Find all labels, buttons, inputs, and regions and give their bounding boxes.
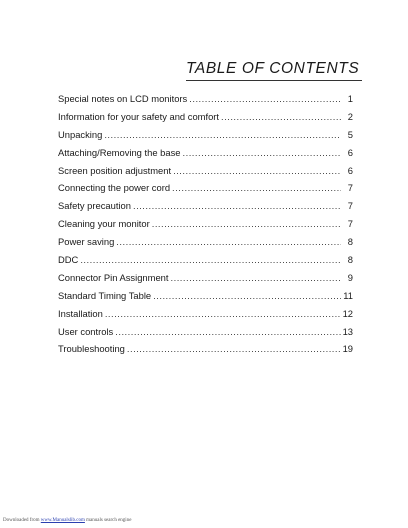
- toc-dot-leader: [172, 182, 341, 193]
- toc-entry-label: Installation: [58, 307, 103, 319]
- page-title: TABLE OF CONTENTS: [186, 60, 360, 77]
- toc-entry-page: 1: [347, 93, 353, 104]
- toc-entry[interactable]: [58, 129, 353, 147]
- toc-entry-page: 12: [342, 307, 353, 319]
- toc-dot-leader: [133, 200, 341, 211]
- toc-entry-page: 7: [347, 182, 353, 194]
- toc-entry[interactable]: [58, 290, 353, 308]
- toc-entry[interactable]: [58, 326, 353, 344]
- toc-dot-leader: [105, 308, 341, 319]
- toc-entry-page: 9: [347, 271, 353, 283]
- footer-suffix: manuals search engine: [86, 518, 132, 523]
- toc-dot-leader: [116, 236, 341, 247]
- toc-entry-page: 8: [347, 254, 353, 266]
- toc-entry-label: User controls: [58, 325, 114, 337]
- toc-entry-page: 5: [347, 128, 353, 140]
- toc-entry-label: Safety precaution: [58, 200, 131, 212]
- toc-dot-leader: [189, 93, 341, 104]
- toc-entry-page: 11: [343, 289, 353, 301]
- title-underline: [186, 80, 362, 81]
- toc-entry-label: Attaching/Removing the base: [58, 146, 181, 158]
- toc-dot-leader: [80, 254, 341, 265]
- toc-dot-leader: [170, 272, 341, 283]
- toc-dot-leader: [104, 129, 341, 140]
- toc-entry[interactable]: [58, 272, 353, 290]
- toc-entry-label: Power saving: [58, 236, 115, 248]
- toc-entry-page: 7: [347, 218, 353, 230]
- toc-entry-page: 6: [347, 164, 353, 176]
- toc-dot-leader: [173, 165, 341, 176]
- toc-entry-page: 8: [347, 236, 353, 248]
- download-footer: [3, 518, 131, 523]
- toc-entry-label: DDC: [58, 254, 79, 266]
- toc-entry[interactable]: [58, 182, 353, 200]
- toc-dot-leader: [221, 111, 341, 122]
- toc-entry[interactable]: [58, 343, 353, 361]
- toc-dot-leader: [153, 290, 341, 301]
- toc-entry-page: 13: [342, 325, 353, 337]
- toc-entry-label: Special notes on LCD monitors: [58, 93, 188, 104]
- toc-entry[interactable]: [58, 111, 353, 129]
- toc-entry[interactable]: [58, 165, 353, 183]
- toc-entry[interactable]: [58, 93, 353, 111]
- toc-entry-page: 7: [347, 200, 353, 212]
- toc-dot-leader: [115, 326, 340, 337]
- toc-entry-label: Connecting the power cord: [58, 182, 171, 194]
- toc-dot-leader: [182, 147, 341, 158]
- toc-entry-page: 19: [342, 343, 353, 355]
- toc-entry[interactable]: [58, 236, 353, 254]
- manualslib-link[interactable]: www.Manualslib.com: [40, 518, 85, 523]
- toc-entry-label: Screen position adjustment: [58, 164, 172, 176]
- toc-entry[interactable]: [58, 254, 353, 272]
- footer-prefix: Downloaded from: [3, 518, 40, 523]
- toc-entry-label: Standard Timing Table: [58, 289, 152, 301]
- toc-dot-leader: [152, 218, 341, 229]
- toc-entry-label: Connector Pin Assignment: [58, 271, 169, 283]
- toc-entry[interactable]: [58, 218, 353, 236]
- toc-entry-label: Cleaning your monitor: [58, 218, 150, 230]
- toc-entry-label: Troubleshooting: [58, 343, 125, 355]
- toc-entry[interactable]: [58, 200, 353, 218]
- toc-entry[interactable]: [58, 308, 353, 326]
- table-of-contents: [58, 93, 353, 361]
- toc-entry-page: 2: [347, 110, 353, 122]
- toc-dot-leader: [127, 343, 341, 354]
- toc-entry-label: Unpacking: [58, 128, 103, 140]
- toc-entry-label: Information for your safety and comfort: [58, 110, 220, 122]
- toc-entry[interactable]: [58, 147, 353, 165]
- toc-entry-page: 6: [347, 146, 353, 158]
